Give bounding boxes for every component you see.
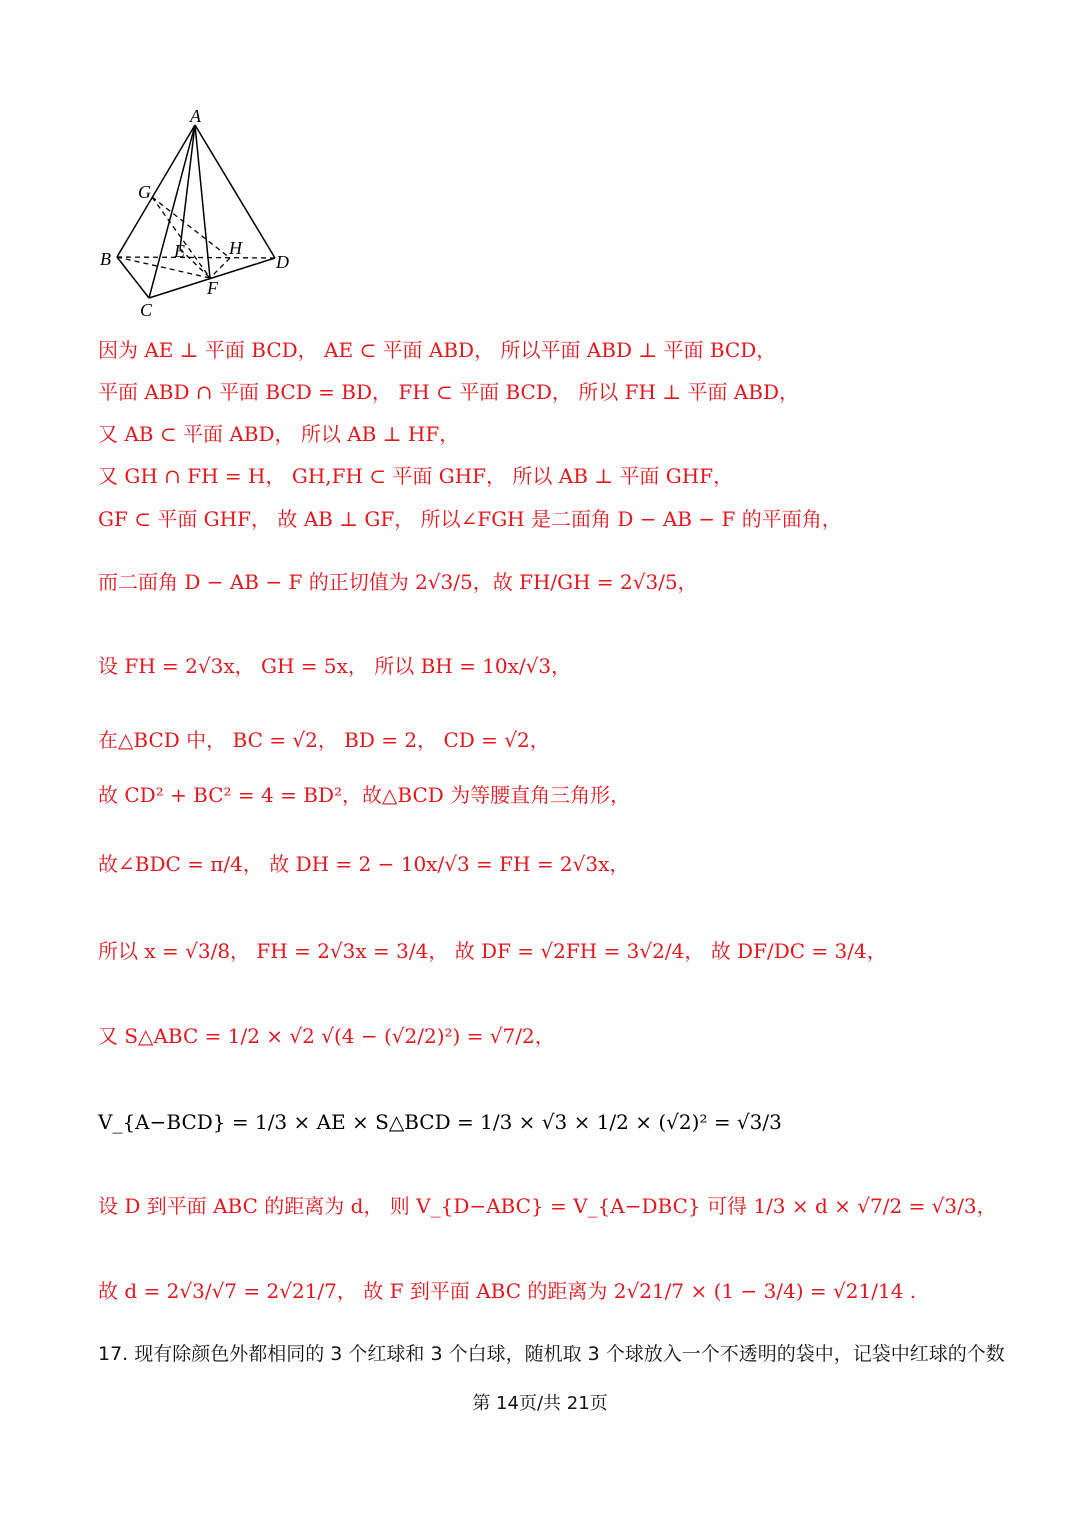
- solution-line-13: V_{A−BCD} = 1/3 × AE × S△BCD = 1/3 × √3 × 1/2 × (√2)² = √3/3: [98, 1110, 782, 1134]
- solution-line-15: 故 d = 2√3/√7 = 2√21/7， 故 F 到平面 ABC 的距离为 2√21/7 × (1 − 3/4) = √21/14 .: [98, 1279, 917, 1303]
- solution-line-8: 在△BCD 中， BC = √2， BD = 2， CD = √2，: [98, 728, 550, 752]
- solution-line-5: GF ⊂ 平面 GHF， 故 AB ⊥ GF， 所以∠FGH 是二面角 D − AB − F 的平面角，: [98, 507, 842, 531]
- solution-line-7: 设 FH = 2√3x， GH = 5x， 所以 BH = 10x/√3，: [98, 654, 572, 678]
- solution-line-2: 平面 ABD ∩ 平面 BCD = BD， FH ⊂ 平面 BCD， 所以 FH ⊥ 平面 ABD，: [98, 380, 799, 404]
- label-D: D: [276, 252, 289, 272]
- solution-line-6: 而二面角 D − AB − F 的正切值为 2√3/5，故 FH/GH = 2√3/5，: [98, 570, 698, 594]
- solution-line-3: 又 AB ⊂ 平面 ABD， 所以 AB ⊥ HF，: [98, 422, 460, 446]
- solution-line-14: 设 D 到平面 ABC 的距离为 d， 则 V_{D−ABC} = V_{A−DBC} 可得 1/3 × d × √7/2 = √3/3，: [98, 1194, 997, 1218]
- solution-line-11: 所以 x = √3/8， FH = 2√3x = 3/4， 故 DF = √2FH = 3√2/4， 故 DF/DC = 3/4，: [98, 939, 887, 963]
- solution-line-12: 又 S△ABC = 1/2 × √2 √(4 − (√2/2)²) = √7/2，: [98, 1024, 555, 1048]
- tetrahedron-figure: [92, 100, 302, 325]
- question-17: 17. 现有除颜色外都相同的 3 个红球和 3 个白球，随机取 3 个球放入一个不透明的袋中，记袋中红球的个数: [98, 1343, 1005, 1365]
- solution-line-4: 又 GH ∩ FH = H， GH,FH ⊂ 平面 GHF， 所以 AB ⊥ 平面 GHF，: [98, 464, 734, 488]
- label-A: A: [190, 106, 201, 126]
- label-H: H: [229, 238, 242, 258]
- page-footer: 第 14页/共 21页: [472, 1393, 608, 1414]
- label-E: E: [174, 241, 185, 261]
- label-B: B: [100, 249, 111, 269]
- label-F: F: [207, 278, 218, 298]
- solution-line-10: 故∠BDC = π/4， 故 DH = 2 − 10x/√3 = FH = 2√3x，: [98, 852, 630, 876]
- label-G: G: [138, 182, 151, 202]
- solution-line-1: 因为 AE ⊥ 平面 BCD， AE ⊂ 平面 ABD， 所以平面 ABD ⊥ 平面 BCD，: [98, 338, 777, 362]
- label-C: C: [140, 300, 153, 320]
- solution-line-9: 故 CD² + BC² = 4 = BD²，故△BCD 为等腰直角三角形，: [98, 783, 631, 807]
